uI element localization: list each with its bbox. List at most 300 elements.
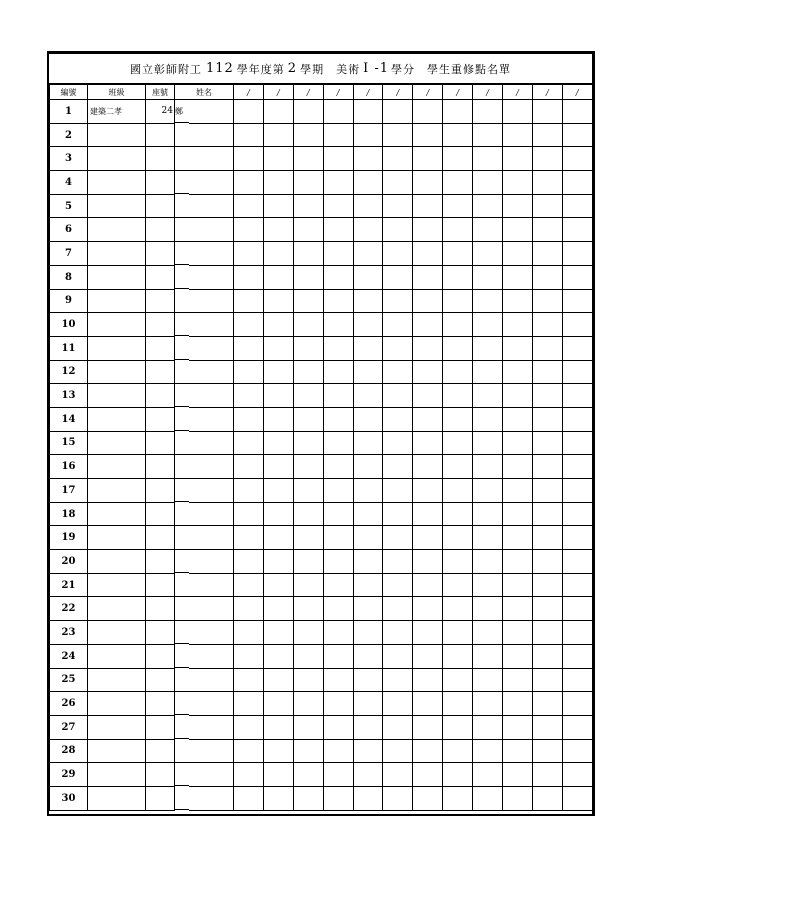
row-seat[interactable]: [146, 147, 175, 171]
attendance-cell[interactable]: [234, 289, 264, 313]
row-name[interactable]: [175, 715, 189, 739]
attendance-cell[interactable]: [413, 147, 443, 171]
attendance-cell[interactable]: [532, 526, 562, 550]
row-name[interactable]: [175, 739, 189, 763]
attendance-cell[interactable]: [503, 739, 533, 763]
attendance-cell[interactable]: [473, 100, 503, 124]
attendance-cell[interactable]: [562, 621, 592, 645]
attendance-cell[interactable]: [473, 455, 503, 479]
row-class[interactable]: [88, 573, 146, 597]
row-class[interactable]: [88, 692, 146, 716]
attendance-cell[interactable]: [353, 763, 383, 787]
attendance-cell[interactable]: [413, 336, 443, 360]
attendance-cell[interactable]: [532, 573, 562, 597]
attendance-cell[interactable]: [503, 550, 533, 574]
attendance-cell[interactable]: [323, 100, 353, 124]
attendance-cell[interactable]: [234, 360, 264, 384]
attendance-cell[interactable]: [562, 147, 592, 171]
row-name[interactable]: [175, 147, 189, 171]
row-seat[interactable]: 24: [146, 100, 175, 124]
attendance-cell[interactable]: [413, 194, 443, 218]
row-name[interactable]: [175, 644, 189, 668]
attendance-cell[interactable]: [353, 644, 383, 668]
attendance-cell[interactable]: [234, 526, 264, 550]
row-class[interactable]: [88, 242, 146, 266]
attendance-cell[interactable]: [562, 786, 592, 810]
row-name[interactable]: [175, 692, 189, 716]
attendance-cell[interactable]: [473, 621, 503, 645]
attendance-cell[interactable]: [532, 336, 562, 360]
attendance-cell[interactable]: [234, 336, 264, 360]
attendance-cell[interactable]: [263, 597, 293, 621]
attendance-cell[interactable]: [383, 668, 413, 692]
attendance-cell[interactable]: [353, 407, 383, 431]
attendance-cell[interactable]: [293, 763, 323, 787]
attendance-cell[interactable]: [562, 242, 592, 266]
attendance-cell[interactable]: [323, 573, 353, 597]
row-class[interactable]: [88, 194, 146, 218]
row-name[interactable]: [175, 786, 189, 810]
attendance-cell[interactable]: [323, 289, 353, 313]
attendance-cell[interactable]: [263, 194, 293, 218]
attendance-cell[interactable]: [323, 455, 353, 479]
attendance-cell[interactable]: [503, 313, 533, 337]
attendance-cell[interactable]: [353, 479, 383, 503]
attendance-cell[interactable]: [323, 360, 353, 384]
attendance-cell[interactable]: [532, 289, 562, 313]
attendance-cell[interactable]: [234, 597, 264, 621]
attendance-cell[interactable]: [413, 479, 443, 503]
attendance-cell[interactable]: [503, 289, 533, 313]
attendance-cell[interactable]: [383, 597, 413, 621]
attendance-cell[interactable]: [562, 692, 592, 716]
attendance-cell[interactable]: [234, 147, 264, 171]
row-name[interactable]: [175, 218, 189, 242]
attendance-cell[interactable]: [443, 336, 473, 360]
attendance-cell[interactable]: [473, 242, 503, 266]
attendance-cell[interactable]: [503, 171, 533, 195]
attendance-cell[interactable]: [234, 763, 264, 787]
attendance-cell[interactable]: [323, 763, 353, 787]
row-seat[interactable]: [146, 573, 175, 597]
attendance-cell[interactable]: [443, 621, 473, 645]
attendance-cell[interactable]: [353, 455, 383, 479]
row-name[interactable]: [175, 194, 189, 218]
row-name[interactable]: [175, 289, 189, 313]
attendance-cell[interactable]: [323, 739, 353, 763]
row-seat[interactable]: [146, 218, 175, 242]
row-class[interactable]: [88, 407, 146, 431]
attendance-cell[interactable]: [503, 360, 533, 384]
attendance-cell[interactable]: [353, 597, 383, 621]
attendance-cell[interactable]: [562, 336, 592, 360]
row-class[interactable]: [88, 502, 146, 526]
attendance-cell[interactable]: [263, 265, 293, 289]
attendance-cell[interactable]: [234, 644, 264, 668]
attendance-cell[interactable]: [234, 218, 264, 242]
attendance-cell[interactable]: [503, 147, 533, 171]
row-class[interactable]: [88, 123, 146, 147]
attendance-cell[interactable]: [383, 171, 413, 195]
attendance-cell[interactable]: [293, 360, 323, 384]
attendance-cell[interactable]: [503, 668, 533, 692]
attendance-cell[interactable]: [293, 336, 323, 360]
attendance-cell[interactable]: [532, 550, 562, 574]
row-seat[interactable]: [146, 242, 175, 266]
row-class[interactable]: [88, 360, 146, 384]
attendance-cell[interactable]: [562, 573, 592, 597]
row-class[interactable]: [88, 597, 146, 621]
attendance-cell[interactable]: [234, 786, 264, 810]
attendance-cell[interactable]: [532, 668, 562, 692]
attendance-cell[interactable]: [532, 194, 562, 218]
attendance-cell[interactable]: [293, 621, 323, 645]
attendance-cell[interactable]: [532, 384, 562, 408]
attendance-cell[interactable]: [293, 479, 323, 503]
attendance-cell[interactable]: [443, 550, 473, 574]
attendance-cell[interactable]: [473, 550, 503, 574]
attendance-cell[interactable]: [293, 431, 323, 455]
attendance-cell[interactable]: [234, 171, 264, 195]
attendance-cell[interactable]: [562, 739, 592, 763]
attendance-cell[interactable]: [413, 621, 443, 645]
attendance-cell[interactable]: [323, 171, 353, 195]
row-class[interactable]: [88, 621, 146, 645]
attendance-cell[interactable]: [234, 407, 264, 431]
attendance-cell[interactable]: [532, 147, 562, 171]
attendance-cell[interactable]: [532, 431, 562, 455]
row-seat[interactable]: [146, 526, 175, 550]
attendance-cell[interactable]: [353, 431, 383, 455]
row-seat[interactable]: [146, 786, 175, 810]
attendance-cell[interactable]: [263, 431, 293, 455]
row-seat[interactable]: [146, 265, 175, 289]
attendance-cell[interactable]: [383, 763, 413, 787]
attendance-cell[interactable]: [323, 265, 353, 289]
attendance-cell[interactable]: [532, 218, 562, 242]
attendance-cell[interactable]: [383, 313, 413, 337]
attendance-cell[interactable]: [443, 313, 473, 337]
attendance-cell[interactable]: [263, 526, 293, 550]
attendance-cell[interactable]: [323, 194, 353, 218]
row-name[interactable]: [175, 407, 189, 431]
attendance-cell[interactable]: [503, 242, 533, 266]
attendance-cell[interactable]: [503, 455, 533, 479]
attendance-cell[interactable]: [234, 550, 264, 574]
attendance-cell[interactable]: [323, 550, 353, 574]
attendance-cell[interactable]: [383, 644, 413, 668]
row-name[interactable]: [175, 573, 189, 597]
attendance-cell[interactable]: [293, 313, 323, 337]
attendance-cell[interactable]: [234, 668, 264, 692]
attendance-cell[interactable]: [383, 431, 413, 455]
attendance-cell[interactable]: [293, 265, 323, 289]
attendance-cell[interactable]: [263, 384, 293, 408]
attendance-cell[interactable]: [353, 360, 383, 384]
attendance-cell[interactable]: [473, 668, 503, 692]
attendance-cell[interactable]: [413, 739, 443, 763]
row-seat[interactable]: [146, 171, 175, 195]
attendance-cell[interactable]: [562, 289, 592, 313]
attendance-cell[interactable]: [263, 763, 293, 787]
attendance-cell[interactable]: [473, 715, 503, 739]
attendance-cell[interactable]: [503, 407, 533, 431]
attendance-cell[interactable]: [383, 455, 413, 479]
attendance-cell[interactable]: [293, 194, 323, 218]
row-class[interactable]: [88, 786, 146, 810]
attendance-cell[interactable]: [234, 455, 264, 479]
attendance-cell[interactable]: [532, 597, 562, 621]
attendance-cell[interactable]: [473, 360, 503, 384]
attendance-cell[interactable]: [413, 123, 443, 147]
attendance-cell[interactable]: [353, 526, 383, 550]
row-class[interactable]: [88, 526, 146, 550]
attendance-cell[interactable]: [473, 289, 503, 313]
attendance-cell[interactable]: [503, 100, 533, 124]
attendance-cell[interactable]: [263, 739, 293, 763]
attendance-cell[interactable]: [263, 550, 293, 574]
row-name[interactable]: [175, 621, 189, 645]
row-seat[interactable]: [146, 431, 175, 455]
row-class[interactable]: 建築二孝: [88, 100, 146, 124]
row-seat[interactable]: [146, 715, 175, 739]
row-class[interactable]: [88, 668, 146, 692]
attendance-cell[interactable]: [234, 194, 264, 218]
attendance-cell[interactable]: [234, 573, 264, 597]
row-seat[interactable]: [146, 455, 175, 479]
attendance-cell[interactable]: [353, 289, 383, 313]
attendance-cell[interactable]: [263, 407, 293, 431]
attendance-cell[interactable]: [263, 786, 293, 810]
attendance-cell[interactable]: [234, 265, 264, 289]
attendance-cell[interactable]: [383, 265, 413, 289]
attendance-cell[interactable]: [383, 336, 413, 360]
attendance-cell[interactable]: [413, 550, 443, 574]
attendance-cell[interactable]: [353, 668, 383, 692]
attendance-cell[interactable]: [353, 573, 383, 597]
row-seat[interactable]: [146, 739, 175, 763]
attendance-cell[interactable]: [353, 692, 383, 716]
row-seat[interactable]: [146, 621, 175, 645]
attendance-cell[interactable]: [473, 313, 503, 337]
attendance-cell[interactable]: [443, 526, 473, 550]
attendance-cell[interactable]: [443, 123, 473, 147]
attendance-cell[interactable]: [293, 668, 323, 692]
attendance-cell[interactable]: [293, 550, 323, 574]
attendance-cell[interactable]: [353, 621, 383, 645]
attendance-cell[interactable]: [473, 384, 503, 408]
attendance-cell[interactable]: [263, 479, 293, 503]
attendance-cell[interactable]: [353, 218, 383, 242]
attendance-cell[interactable]: [562, 265, 592, 289]
attendance-cell[interactable]: [473, 479, 503, 503]
attendance-cell[interactable]: [353, 147, 383, 171]
attendance-cell[interactable]: [562, 100, 592, 124]
attendance-cell[interactable]: [353, 502, 383, 526]
attendance-cell[interactable]: [353, 550, 383, 574]
attendance-cell[interactable]: [532, 313, 562, 337]
attendance-cell[interactable]: [293, 739, 323, 763]
attendance-cell[interactable]: [443, 431, 473, 455]
attendance-cell[interactable]: [413, 692, 443, 716]
attendance-cell[interactable]: [353, 265, 383, 289]
attendance-cell[interactable]: [413, 455, 443, 479]
row-name[interactable]: [175, 242, 189, 266]
attendance-cell[interactable]: [413, 786, 443, 810]
row-class[interactable]: [88, 739, 146, 763]
attendance-cell[interactable]: [503, 621, 533, 645]
row-seat[interactable]: [146, 550, 175, 574]
row-class[interactable]: [88, 265, 146, 289]
attendance-cell[interactable]: [383, 360, 413, 384]
attendance-cell[interactable]: [503, 786, 533, 810]
row-name[interactable]: [175, 123, 189, 147]
row-name[interactable]: [175, 526, 189, 550]
attendance-cell[interactable]: [503, 384, 533, 408]
row-seat[interactable]: [146, 763, 175, 787]
attendance-cell[interactable]: [503, 763, 533, 787]
attendance-cell[interactable]: [562, 407, 592, 431]
attendance-cell[interactable]: [503, 644, 533, 668]
attendance-cell[interactable]: [323, 479, 353, 503]
attendance-cell[interactable]: [443, 644, 473, 668]
attendance-cell[interactable]: [443, 692, 473, 716]
attendance-cell[interactable]: [532, 621, 562, 645]
attendance-cell[interactable]: [532, 242, 562, 266]
attendance-cell[interactable]: [293, 218, 323, 242]
attendance-cell[interactable]: [293, 123, 323, 147]
row-seat[interactable]: [146, 692, 175, 716]
attendance-cell[interactable]: [323, 407, 353, 431]
attendance-cell[interactable]: [473, 692, 503, 716]
attendance-cell[interactable]: [353, 100, 383, 124]
attendance-cell[interactable]: [413, 407, 443, 431]
attendance-cell[interactable]: [532, 407, 562, 431]
attendance-cell[interactable]: [293, 147, 323, 171]
attendance-cell[interactable]: [562, 123, 592, 147]
attendance-cell[interactable]: [413, 384, 443, 408]
attendance-cell[interactable]: [383, 621, 413, 645]
attendance-cell[interactable]: [443, 171, 473, 195]
attendance-cell[interactable]: [383, 692, 413, 716]
attendance-cell[interactable]: [503, 502, 533, 526]
attendance-cell[interactable]: [413, 502, 443, 526]
row-name[interactable]: [175, 171, 189, 195]
attendance-cell[interactable]: [503, 123, 533, 147]
attendance-cell[interactable]: [503, 194, 533, 218]
attendance-cell[interactable]: [383, 218, 413, 242]
attendance-cell[interactable]: [532, 455, 562, 479]
row-name[interactable]: [175, 313, 189, 337]
attendance-cell[interactable]: [234, 502, 264, 526]
attendance-cell[interactable]: [383, 194, 413, 218]
row-class[interactable]: [88, 644, 146, 668]
attendance-cell[interactable]: [293, 171, 323, 195]
attendance-cell[interactable]: [562, 763, 592, 787]
attendance-cell[interactable]: [503, 336, 533, 360]
row-seat[interactable]: [146, 336, 175, 360]
row-seat[interactable]: [146, 123, 175, 147]
attendance-cell[interactable]: [293, 384, 323, 408]
row-class[interactable]: [88, 763, 146, 787]
attendance-cell[interactable]: [234, 739, 264, 763]
attendance-cell[interactable]: [562, 644, 592, 668]
attendance-cell[interactable]: [413, 313, 443, 337]
row-class[interactable]: [88, 336, 146, 360]
attendance-cell[interactable]: [263, 336, 293, 360]
attendance-cell[interactable]: [562, 526, 592, 550]
attendance-cell[interactable]: [562, 218, 592, 242]
attendance-cell[interactable]: [323, 526, 353, 550]
attendance-cell[interactable]: [234, 384, 264, 408]
row-seat[interactable]: [146, 194, 175, 218]
attendance-cell[interactable]: [562, 171, 592, 195]
attendance-cell[interactable]: [293, 526, 323, 550]
attendance-cell[interactable]: [413, 218, 443, 242]
attendance-cell[interactable]: [263, 668, 293, 692]
attendance-cell[interactable]: [532, 786, 562, 810]
attendance-cell[interactable]: [383, 715, 413, 739]
attendance-cell[interactable]: [353, 715, 383, 739]
attendance-cell[interactable]: [383, 407, 413, 431]
row-seat[interactable]: [146, 502, 175, 526]
attendance-cell[interactable]: [413, 289, 443, 313]
row-seat[interactable]: [146, 384, 175, 408]
attendance-cell[interactable]: [293, 407, 323, 431]
attendance-cell[interactable]: [263, 147, 293, 171]
attendance-cell[interactable]: [234, 242, 264, 266]
attendance-cell[interactable]: [413, 265, 443, 289]
attendance-cell[interactable]: [503, 573, 533, 597]
attendance-cell[interactable]: [562, 550, 592, 574]
attendance-cell[interactable]: [323, 313, 353, 337]
attendance-cell[interactable]: [443, 763, 473, 787]
attendance-cell[interactable]: [234, 431, 264, 455]
row-class[interactable]: [88, 147, 146, 171]
attendance-cell[interactable]: [293, 242, 323, 266]
attendance-cell[interactable]: [293, 502, 323, 526]
attendance-cell[interactable]: [263, 621, 293, 645]
attendance-cell[interactable]: [263, 242, 293, 266]
attendance-cell[interactable]: [473, 502, 503, 526]
attendance-cell[interactable]: [503, 526, 533, 550]
attendance-cell[interactable]: [413, 431, 443, 455]
attendance-cell[interactable]: [473, 786, 503, 810]
attendance-cell[interactable]: [443, 786, 473, 810]
attendance-cell[interactable]: [234, 123, 264, 147]
row-seat[interactable]: [146, 644, 175, 668]
attendance-cell[interactable]: [473, 763, 503, 787]
attendance-cell[interactable]: [323, 668, 353, 692]
attendance-cell[interactable]: [443, 194, 473, 218]
attendance-cell[interactable]: [532, 265, 562, 289]
attendance-cell[interactable]: [413, 644, 443, 668]
attendance-cell[interactable]: [383, 526, 413, 550]
row-seat[interactable]: [146, 668, 175, 692]
row-name[interactable]: [175, 265, 189, 289]
attendance-cell[interactable]: [383, 573, 413, 597]
row-class[interactable]: [88, 479, 146, 503]
attendance-cell[interactable]: [234, 692, 264, 716]
row-name[interactable]: [175, 502, 189, 526]
attendance-cell[interactable]: [353, 786, 383, 810]
row-class[interactable]: [88, 171, 146, 195]
attendance-cell[interactable]: [532, 360, 562, 384]
attendance-cell[interactable]: [532, 763, 562, 787]
attendance-cell[interactable]: [263, 644, 293, 668]
attendance-cell[interactable]: [562, 502, 592, 526]
row-seat[interactable]: [146, 479, 175, 503]
